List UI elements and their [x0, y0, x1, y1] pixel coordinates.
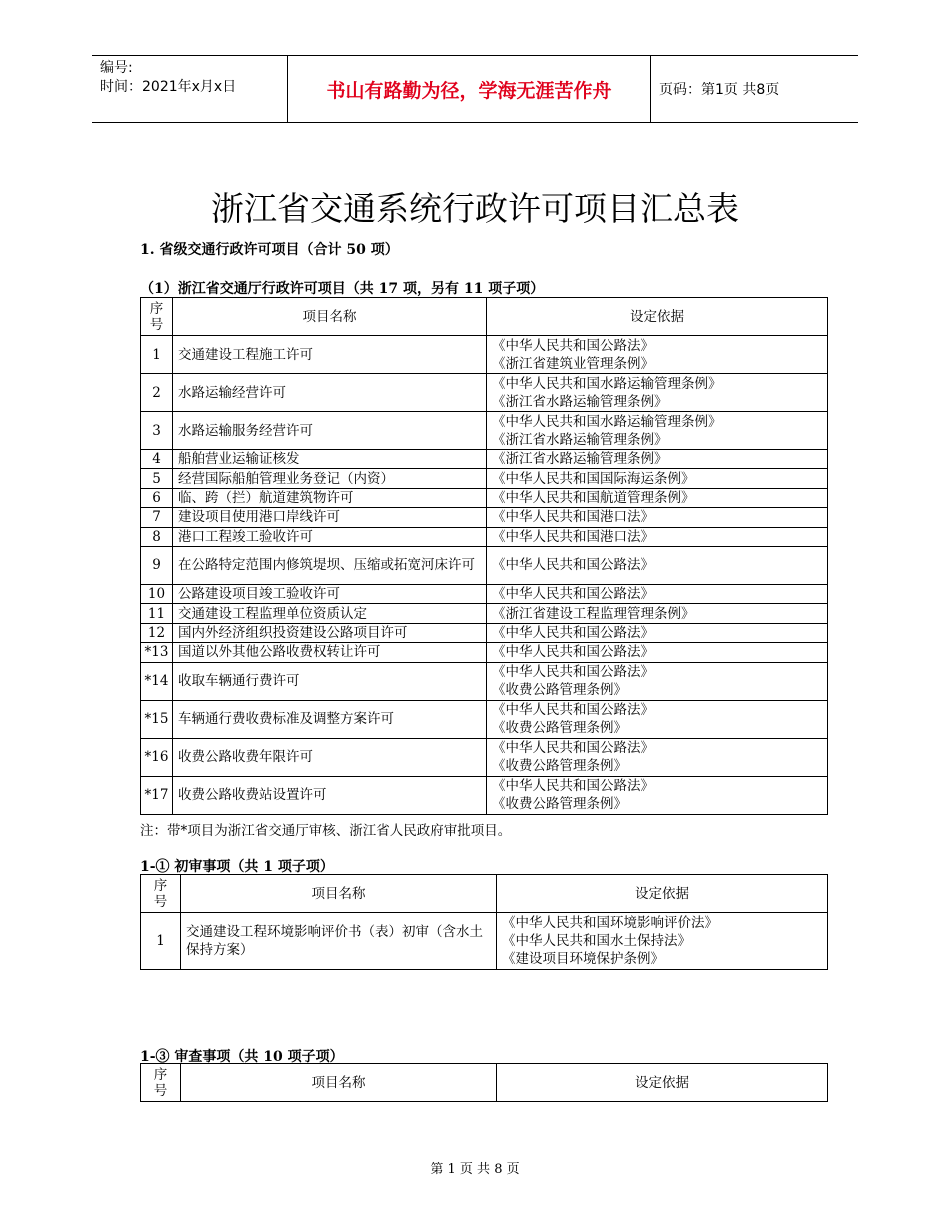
row-basis: [487, 336, 828, 374]
row-seq: *14: [141, 662, 173, 700]
row-name: 收取车辆通行费许可: [173, 662, 487, 700]
row-seq: 11: [141, 604, 173, 623]
basis-line: 《收费公路管理条例》: [492, 758, 627, 775]
row-basis: [487, 604, 828, 623]
basis-line: 《浙江省水路运输管理条例》: [492, 451, 668, 468]
basis-line: 《收费公路管理条例》: [492, 682, 627, 699]
table-row: [141, 527, 828, 546]
row-seq: *16: [141, 738, 173, 776]
basis-line: 《浙江省建筑业管理条例》: [492, 355, 654, 372]
table-row: [141, 738, 828, 776]
basis-line: 《收费公路管理条例》: [492, 720, 627, 737]
basis-line: 《收费公路管理条例》: [492, 796, 627, 813]
table-row: [141, 508, 828, 527]
table-row: [141, 584, 828, 603]
basis-line: 《浙江省水路运输管理条例》: [492, 431, 668, 448]
row-seq: 10: [141, 584, 173, 603]
basis-line: 《中华人民共和国港口法》: [492, 509, 654, 526]
row-name: 交通建设工程监理单位资质认定: [173, 604, 487, 623]
row-basis: [487, 469, 828, 488]
row-seq: 6: [141, 488, 173, 507]
row-name: 收费公路收费站设置许可: [173, 776, 487, 814]
col-name-header: 项目名称: [173, 298, 487, 336]
col-seq-header: [141, 298, 173, 336]
row-basis: [487, 584, 828, 603]
row-seq: 12: [141, 623, 173, 642]
col-seq-header: [141, 1064, 181, 1102]
row-seq: 3: [141, 412, 173, 450]
row-basis: [487, 546, 828, 584]
table3-heading: 1-③ 审查事项（共 10 项子项）: [140, 1049, 344, 1065]
row-seq: *15: [141, 700, 173, 738]
basis-line: 《浙江省建设工程监理管理条例》: [492, 605, 695, 622]
basis-line: 《中华人民共和国环境影响评价法》: [502, 915, 718, 931]
row-name: 建设项目使用港口岸线许可: [173, 508, 487, 527]
row-name: 水路运输服务经营许可: [173, 412, 487, 450]
table-row: [141, 604, 828, 623]
page-footer: 第 1 页 共 8 页: [430, 1162, 520, 1177]
row-seq: 4: [141, 450, 173, 469]
table2-header-row: [141, 875, 828, 913]
basis-line: 《中华人民共和国公路法》: [492, 778, 654, 795]
row-basis: [487, 488, 828, 507]
row-basis: [487, 508, 828, 527]
header-page-info: 页码：第1页 共8页: [659, 82, 780, 98]
row-name: 交通建设工程环境影响评价书（表）初审（含水土保持方案）: [181, 913, 497, 970]
row-name: 车辆通行费收费标准及调整方案许可: [173, 700, 487, 738]
row-seq: 7: [141, 508, 173, 527]
row-seq: 1: [141, 336, 173, 374]
row-basis: [487, 700, 828, 738]
basis-line: 《中华人民共和国公路法》: [492, 586, 654, 603]
basis-line: 《中华人民共和国公路法》: [492, 557, 654, 574]
row-name: 公路建设项目竣工验收许可: [173, 584, 487, 603]
basis-line: 《中华人民共和国国际海运条例》: [492, 470, 695, 487]
section1-heading: 1. 省级交通行政许可项目（合计 50 项）: [140, 242, 399, 258]
row-basis: [497, 913, 828, 970]
table3-header-row: [141, 1064, 828, 1102]
table-row: [141, 488, 828, 507]
basis-line: 《中华人民共和国公路法》: [492, 644, 654, 661]
basis-line: 《中华人民共和国公路法》: [492, 337, 654, 354]
row-name: 港口工程竣工验收许可: [173, 527, 487, 546]
table-row: [141, 776, 828, 814]
row-name: 临、跨（拦）航道建筑物许可: [173, 488, 487, 507]
seq-header-text: 序号: [149, 300, 164, 333]
table-row: [141, 546, 828, 584]
time-label: 时间：2021年x月x日: [100, 79, 237, 95]
basis-line: 《中华人民共和国水路运输管理条例》: [492, 375, 722, 392]
row-name: 交通建设工程施工许可: [173, 336, 487, 374]
row-name: 国内外经济组织投资建设公路项目许可: [173, 623, 487, 642]
basis-line: 《浙江省水路运输管理条例》: [492, 393, 668, 410]
table-row: [141, 469, 828, 488]
basis-line: 《中华人民共和国航道管理条例》: [492, 489, 695, 506]
table-row: [141, 643, 828, 662]
table3: [140, 1063, 828, 1102]
table2-heading: 1-① 初审事项（共 1 项子项）: [140, 859, 334, 875]
basis-line: 《中华人民共和国公路法》: [492, 740, 654, 757]
row-basis: [487, 662, 828, 700]
table-row: [141, 450, 828, 469]
table-row: [141, 700, 828, 738]
col-name-header: 项目名称: [181, 1064, 497, 1102]
basis-line: 《中华人民共和国港口法》: [492, 528, 654, 545]
row-seq: 1: [141, 913, 181, 970]
basis-line: 《建设项目环境保护条例》: [502, 951, 664, 967]
table1-heading: （1）浙江省交通厅行政许可项目（共 17 项，另有 11 项子项）: [140, 281, 545, 297]
row-basis: [487, 643, 828, 662]
basis-line: 《中华人民共和国水路运输管理条例》: [492, 413, 722, 430]
basis-line: 《中华人民共和国公路法》: [492, 624, 654, 641]
col-basis-header: 设定依据: [487, 298, 828, 336]
col-name-header: 项目名称: [181, 875, 497, 913]
table1-header-row: [141, 298, 828, 336]
table-row: [141, 374, 828, 412]
col-basis-header: 设定依据: [497, 1064, 828, 1102]
row-name: 船舶营业运输证核发: [173, 450, 487, 469]
row-name: 在公路特定范围内修筑堤坝、压缩或拓宽河床许可: [173, 546, 487, 584]
basis-line: 《中华人民共和国水土保持法》: [502, 933, 691, 949]
row-seq: *17: [141, 776, 173, 814]
row-name: 收费公路收费年限许可: [173, 738, 487, 776]
row-seq: 8: [141, 527, 173, 546]
row-name: 经营国际船舶管理业务登记（内资）: [173, 469, 487, 488]
table-row: [141, 913, 828, 970]
header-meta: [100, 59, 236, 97]
row-basis: [487, 412, 828, 450]
document-title: 浙江省交通系统行政许可项目汇总表: [211, 189, 739, 228]
table2: [140, 874, 828, 970]
page-header: [92, 55, 858, 123]
seq-header-text: 序号: [153, 1066, 168, 1099]
row-seq: *13: [141, 643, 173, 662]
table1: [140, 297, 828, 815]
header-motto: 书山有路勤为径，学海无涯苦作舟: [287, 56, 651, 122]
table-row: [141, 662, 828, 700]
row-basis: [487, 450, 828, 469]
row-basis: [487, 374, 828, 412]
row-basis: [487, 776, 828, 814]
table-row: [141, 623, 828, 642]
table-row: [141, 336, 828, 374]
seq-header-text: 序号: [153, 877, 168, 910]
row-basis: [487, 623, 828, 642]
row-seq: 5: [141, 469, 173, 488]
col-basis-header: 设定依据: [497, 875, 828, 913]
row-name: 水路运输经营许可: [173, 374, 487, 412]
row-seq: 9: [141, 546, 173, 584]
basis-line: 《中华人民共和国公路法》: [492, 664, 654, 681]
table1-body: [141, 298, 828, 815]
number-label: 编号:: [100, 60, 133, 76]
table-row: [141, 412, 828, 450]
col-seq-header: [141, 875, 181, 913]
basis-line: 《中华人民共和国公路法》: [492, 702, 654, 719]
row-seq: 2: [141, 374, 173, 412]
row-basis: [487, 527, 828, 546]
row-name: 国道以外其他公路收费权转让许可: [173, 643, 487, 662]
row-basis: [487, 738, 828, 776]
table1-note: 注：带*项目为浙江省交通厅审核、浙江省人民政府审批项目。: [140, 823, 512, 839]
table2-body: [141, 875, 828, 970]
